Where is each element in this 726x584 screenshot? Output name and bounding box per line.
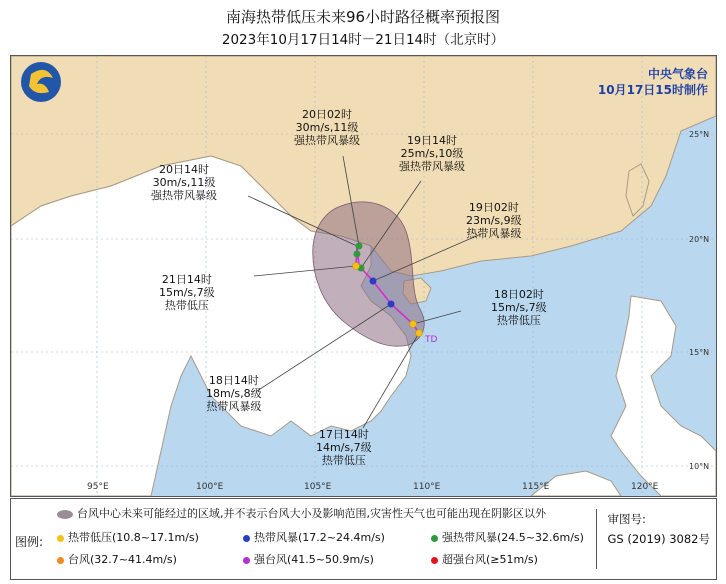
annotation-18-14: 18日14时 18m/s,8级 热带风暴级 [206,374,262,413]
legend-item-sty: 强台风(41.5~50.9m/s) [243,551,374,567]
annotation-19-14: 19日14时 25m/s,10级 强热带风暴级 [399,134,465,173]
track-label: TD [425,335,438,345]
superty-dot-icon [431,557,438,564]
lon-tick-110: 110°E [413,482,441,492]
point-18-02 [410,321,417,328]
annotation-18-02: 18日02时 15m/s,7级 热带低压 [491,288,547,327]
lat-tick-20: 20°N [689,235,710,244]
lon-tick-100: 100°E [196,482,224,492]
lon-tick-105: 105°E [304,482,332,492]
legend-label: 图例: [15,535,44,549]
point-19-02 [370,278,377,285]
point-18-14 [388,301,395,308]
ts-dot-icon [243,535,250,542]
ty-dot-icon [57,557,64,564]
cma-logo-icon [21,62,61,102]
point-17-14 [416,330,423,337]
point-21-14 [353,263,360,270]
issuer-time: 10月17日15时制作 [597,83,708,97]
legend-item-sts: 强热带风暴(24.5~32.6m/s) [431,529,584,545]
lat-tick-15: 15°N [689,348,710,357]
lon-tick-115: 115°E [522,482,550,492]
page-subtitle: 2023年10月17日14时－21日14时（北京时） [221,32,505,48]
legend-item-superty: 超强台风(≥51m/s) [431,551,538,567]
td-dot-icon [57,535,64,542]
point-20-02 [356,243,363,250]
legend-item-ty: 台风(32.7~41.4m/s) [57,551,177,567]
issuer-name: 中央气象台 [647,67,708,81]
legend-item-ts: 热带风暴(17.2~24.4m/s) [243,529,385,545]
annotation-21-14: 21日14时 15m/s,7级 热带低压 [159,273,215,312]
page-title: 南海热带低压未来96小时路径概率预报图 [225,8,501,26]
point-20-14 [354,251,361,258]
lat-tick-10: 10°N [689,462,710,471]
issuer-block [598,66,708,98]
map-panel[interactable] [10,55,717,497]
lon-tick-120: 120°E [631,482,659,492]
annotation-20-14: 20日14时 30m/s,11级 强热带风暴级 [151,163,217,202]
annotation-17-14: 17日14时 14m/s,7级 热带低压 [316,428,372,467]
sts-dot-icon [431,535,438,542]
review-number: 审图号: GS (2019) 3082号 [596,509,710,569]
legend-panel [10,498,717,580]
cone-swatch-icon [57,510,73,519]
lat-tick-25: 25°N [689,130,710,139]
lon-tick-95: 95°E [87,482,109,492]
annotation-20-02: 20日02时 30m/s,11级 强热带风暴级 [294,108,360,147]
annotation-19-02: 19日02时 23m/s,9级 热带风暴级 [466,201,522,240]
sty-dot-icon [243,557,250,564]
legend-item-td: 热带低压(10.8~17.1m/s) [57,529,199,545]
legend-cone: 台风中心未来可能经过的区域,并不表示台风大小及影响范围,灾害性天气也可能出现在阴影区以外 [57,505,546,521]
